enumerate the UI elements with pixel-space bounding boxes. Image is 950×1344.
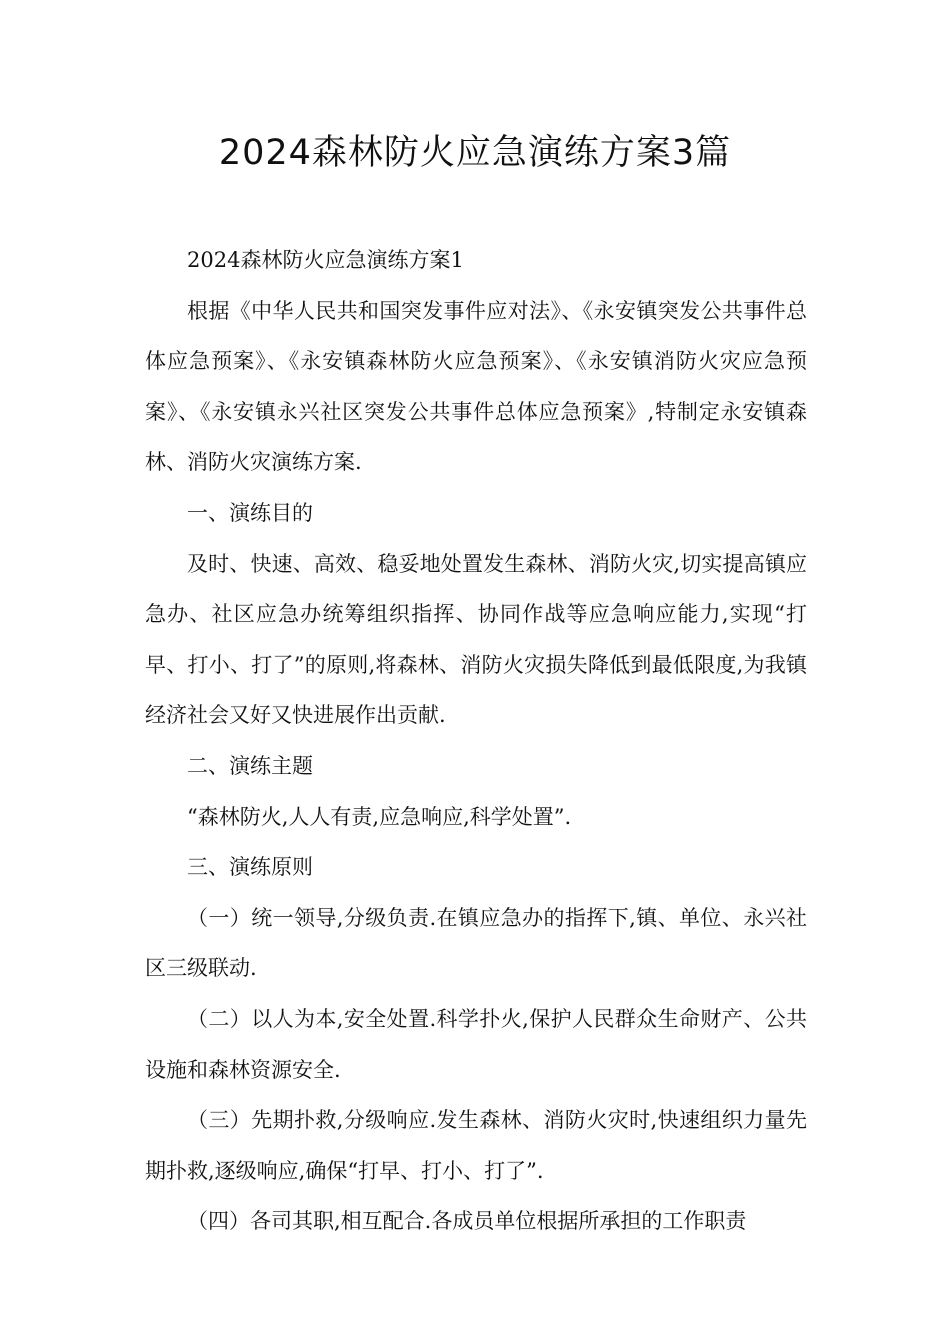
paragraph-purpose: 及时、快速、高效、稳妥地处置发生森林、消防火灾,切实提高镇应急办、社区应急办统筹组织指挥、协同作战等应急响应能力,实现“打早、打小、打了”的原则,将森林、消防火灾损失降低到最低限度,为我镇经济社会又好又快进展作出贡献.: [145, 551, 807, 728]
principle-item-4: （四）各司其职,相互配合.各成员单位根据所承担的工作职责: [187, 1209, 747, 1234]
heading-drill-theme: 二、演练主题: [187, 753, 313, 778]
paragraph-basis: 根据《中华人民共和国突发事件应对法》、《永安镇突发公共事件总体应急预案》、《永安镇森林防火应急预案》、《永安镇消防火灾应急预案》、《永安镇永兴社区突发公共事件总体应急预案》,特制定永安镇森林、消防火灾演练方案.: [145, 298, 807, 475]
principle-item-2: （二）以人为本,安全处置.科学扑火,保护人民群众生命财产、公共设施和森林资源安全.: [145, 1006, 807, 1082]
section-subtitle: 2024森林防火应急演练方案1: [187, 248, 464, 272]
paragraph-theme: “森林防火,人人有责,应急响应,科学处置”.: [187, 804, 572, 829]
principle-item-1: （一）统一领导,分级负责.在镇应急办的指挥下,镇、单位、永兴社区三级联动.: [145, 905, 807, 981]
heading-drill-principles: 三、演练原则: [187, 855, 313, 880]
document-title: 2024森林防火应急演练方案3篇: [218, 133, 732, 173]
heading-drill-purpose: 一、演练目的: [187, 500, 313, 525]
principle-item-3: （三）先期扑救,分级响应.发生森林、消防火灾时,快速组织力量先期扑救,逐级响应,确保“打早、打小、打了”.: [145, 1108, 807, 1183]
document-body: [145, 235, 807, 1247]
